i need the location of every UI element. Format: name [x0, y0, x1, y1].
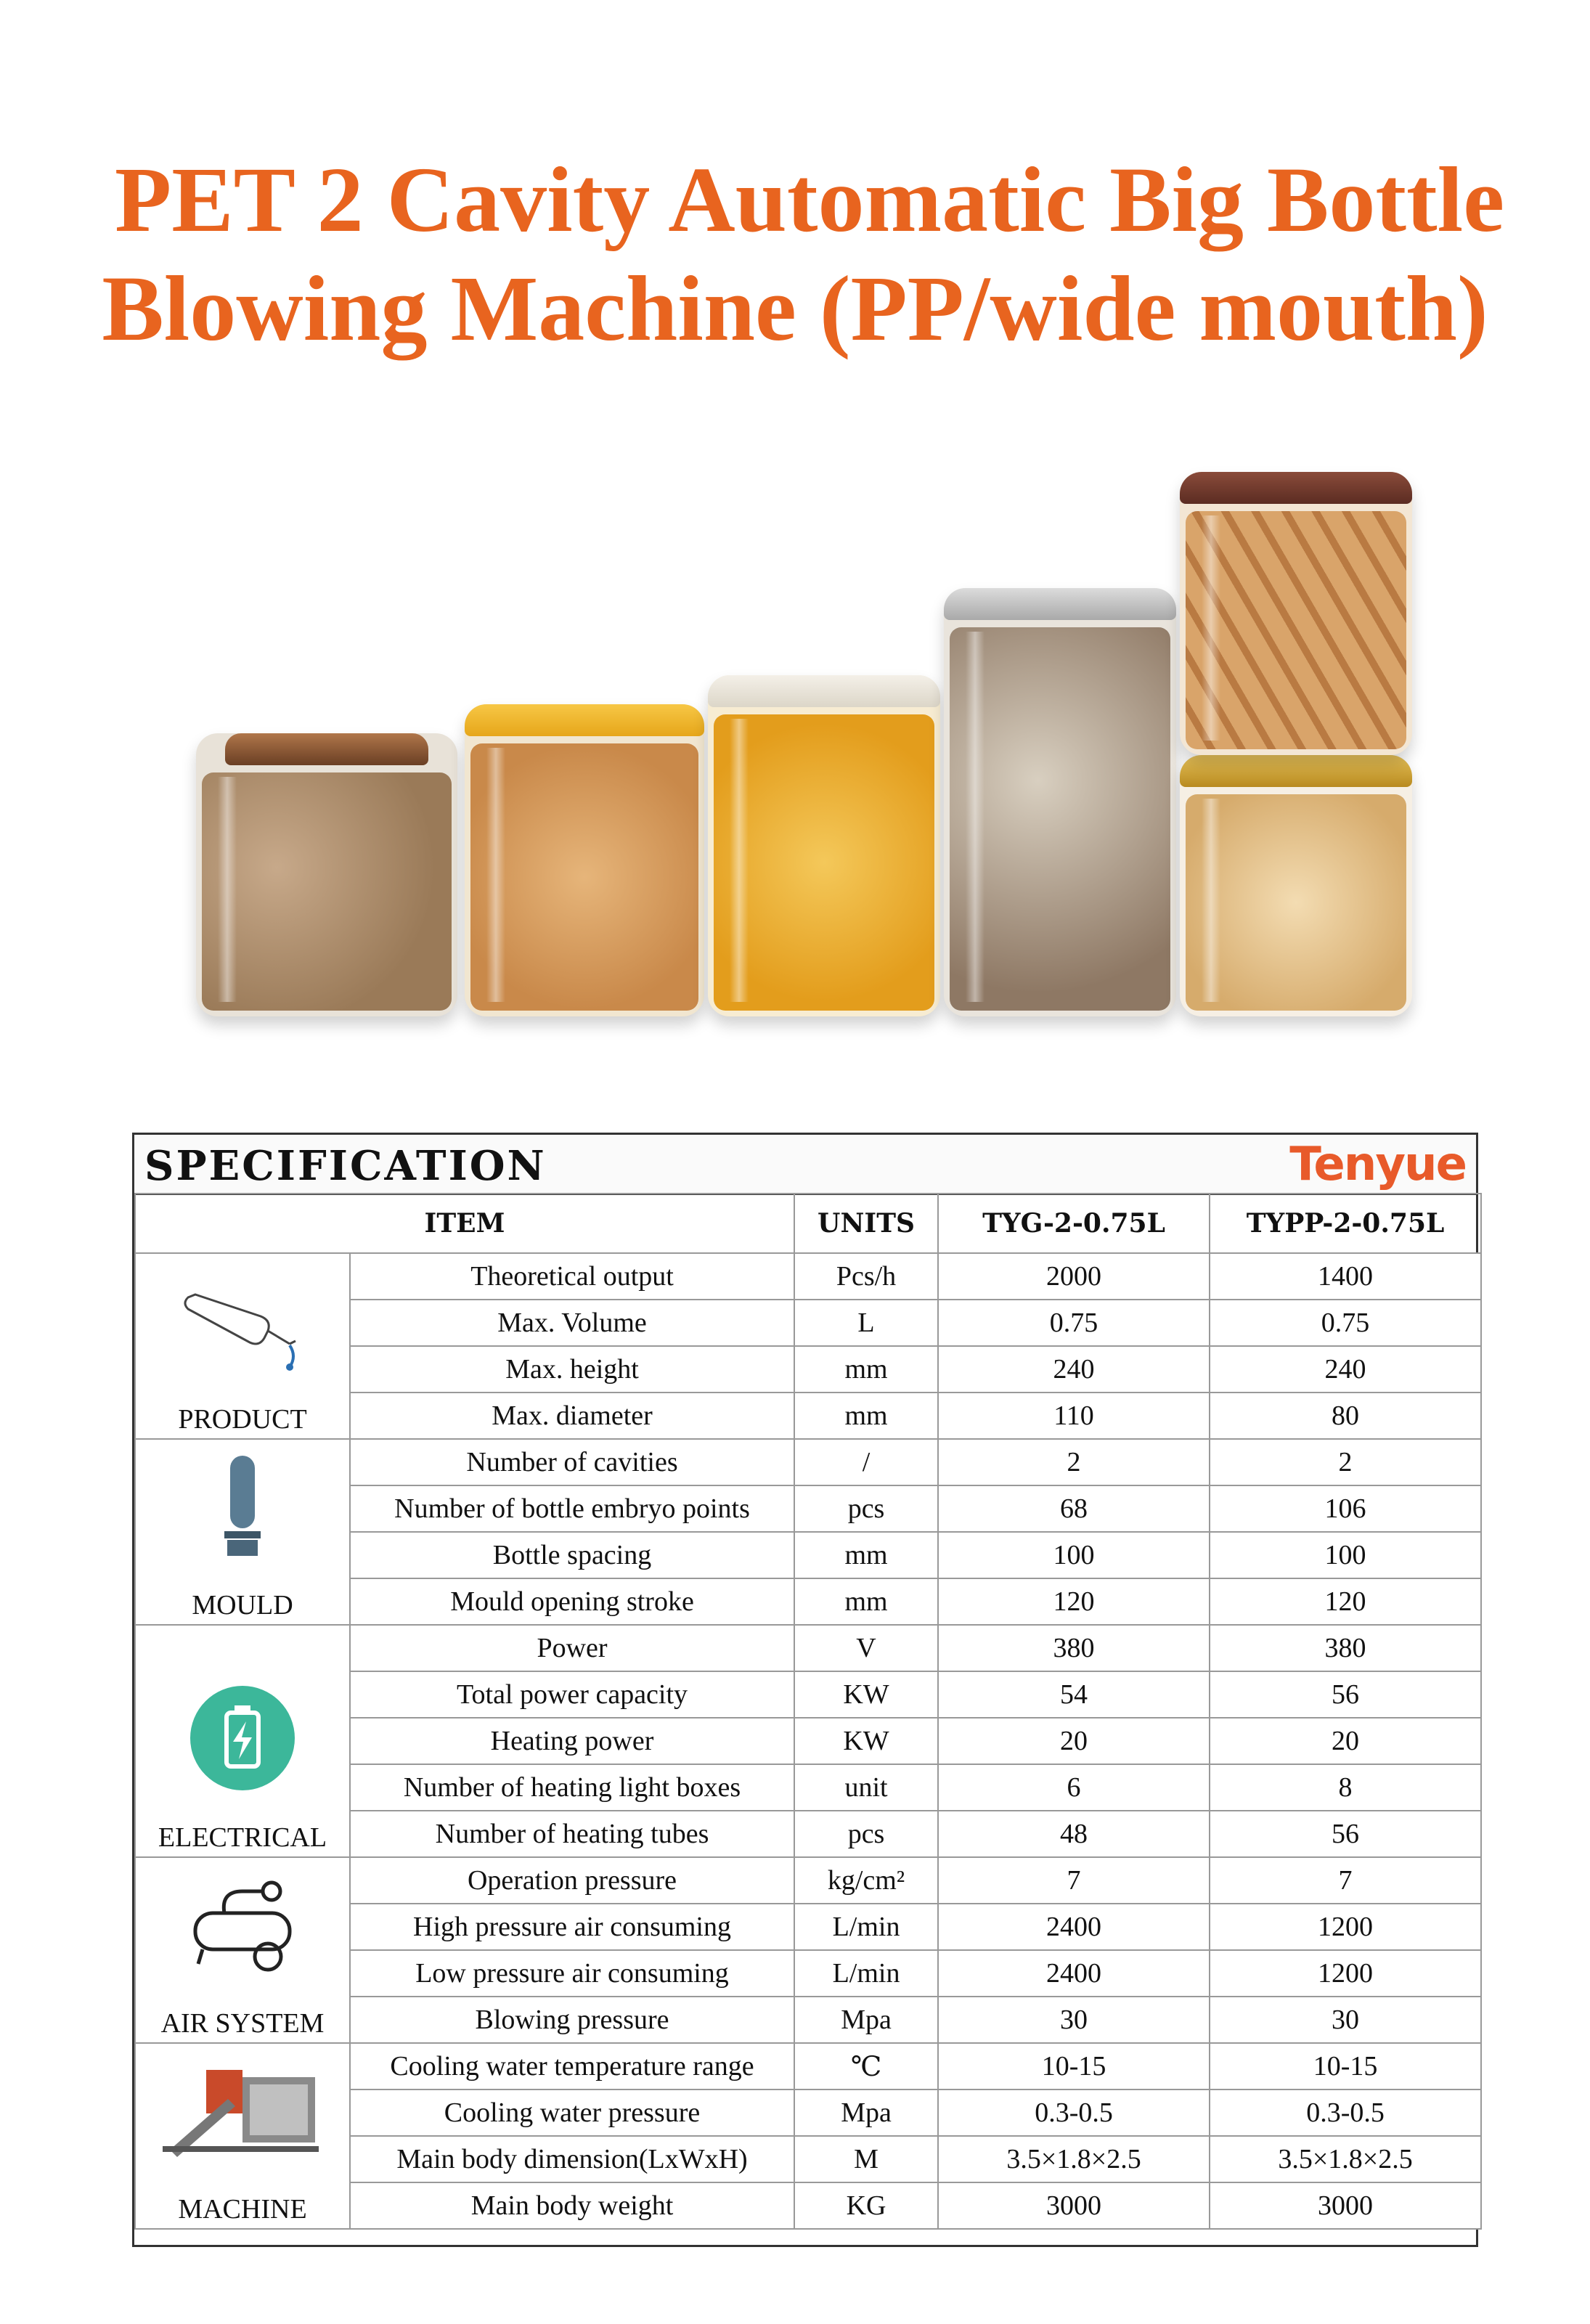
- model-2-value: 120: [1210, 1578, 1481, 1625]
- unit-cell: pcs: [794, 1485, 938, 1532]
- unit-cell: L/min: [794, 1950, 938, 1997]
- item-cell: High pressure air consuming: [350, 1904, 794, 1950]
- item-cell: Operation pressure: [350, 1857, 794, 1904]
- model-2-value: 0.3-0.5: [1210, 2089, 1481, 2136]
- unit-cell: mm: [794, 1346, 938, 1393]
- unit-cell: unit: [794, 1764, 938, 1811]
- unit-cell: KG: [794, 2182, 938, 2229]
- model-1-value: 380: [938, 1625, 1210, 1671]
- item-cell: Bottle spacing: [350, 1532, 794, 1578]
- title-line-2: Blowing Machine (PP/wide mouth): [102, 257, 1488, 360]
- model-1-value: 0.75: [938, 1300, 1210, 1346]
- brand-logo: Tenyue: [1289, 1138, 1466, 1191]
- model-2-value: 3000: [1210, 2182, 1481, 2229]
- model-2-value: 8: [1210, 1764, 1481, 1811]
- jar-pasta: [708, 675, 940, 1016]
- category-label: AIR SYSTEM: [160, 2008, 325, 2039]
- item-cell: Number of cavities: [350, 1439, 794, 1485]
- model-1-value: 2000: [938, 1253, 1210, 1300]
- model-1-value: 7: [938, 1857, 1210, 1904]
- category-cell: [135, 1625, 350, 1857]
- item-cell: Heating power: [350, 1718, 794, 1764]
- unit-cell: mm: [794, 1578, 938, 1625]
- model-1-value: 48: [938, 1811, 1210, 1857]
- unit-cell: V: [794, 1625, 938, 1671]
- table-row: [135, 1857, 1481, 1904]
- item-cell: Total power capacity: [350, 1671, 794, 1718]
- model-2-value: 3.5×1.8×2.5: [1210, 2136, 1481, 2182]
- header-model-2: TYPP-2-0.75L: [1210, 1194, 1481, 1253]
- jar-biscuits: [1180, 755, 1412, 1016]
- model-2-value: 380: [1210, 1625, 1481, 1671]
- specification-table: [132, 1133, 1478, 2247]
- model-1-value: 120: [938, 1578, 1210, 1625]
- model-2-value: 0.75: [1210, 1300, 1481, 1346]
- table-row: [135, 1625, 1481, 1671]
- air-compressor-icon: [136, 1870, 349, 1986]
- model-2-value: 20: [1210, 1718, 1481, 1764]
- unit-cell: kg/cm²: [794, 1857, 938, 1904]
- category-cell: [135, 1857, 350, 2043]
- model-1-value: 10-15: [938, 2043, 1210, 2089]
- unit-cell: mm: [794, 1532, 938, 1578]
- category-cell: [135, 1439, 350, 1625]
- unit-cell: /: [794, 1439, 938, 1485]
- model-1-value: 68: [938, 1485, 1210, 1532]
- item-cell: Number of heating tubes: [350, 1811, 794, 1857]
- item-cell: Max. diameter: [350, 1393, 794, 1439]
- page-title: [0, 145, 1590, 363]
- model-1-value: 3.5×1.8×2.5: [938, 2136, 1210, 2182]
- model-2-value: 7: [1210, 1857, 1481, 1904]
- unit-cell: Mpa: [794, 2089, 938, 2136]
- table-row: [135, 1253, 1481, 1300]
- jar-cereal-rings: [465, 704, 704, 1016]
- model-1-value: 240: [938, 1346, 1210, 1393]
- spec-grid: [134, 1193, 1482, 2230]
- bottle-icon: [136, 1265, 349, 1382]
- model-2-value: 80: [1210, 1393, 1481, 1439]
- unit-cell: M: [794, 2136, 938, 2182]
- model-2-value: 100: [1210, 1532, 1481, 1578]
- spec-heading: SPECIFICATION: [144, 1142, 547, 1190]
- category-label: PRODUCT: [178, 1404, 307, 1435]
- model-1-value: 2400: [938, 1904, 1210, 1950]
- model-2-value: 1400: [1210, 1253, 1481, 1300]
- header-item: ITEM: [135, 1194, 794, 1253]
- item-cell: Max. Volume: [350, 1300, 794, 1346]
- category-label: ELECTRICAL: [158, 1822, 327, 1853]
- model-2-value: 240: [1210, 1346, 1481, 1393]
- model-1-value: 20: [938, 1718, 1210, 1764]
- preform-icon: [136, 1451, 349, 1567]
- battery-icon: [136, 1684, 349, 1800]
- machine-icon: [136, 2055, 349, 2172]
- unit-cell: mm: [794, 1393, 938, 1439]
- category-label: MOULD: [192, 1590, 293, 1620]
- header-row: [135, 1194, 1481, 1253]
- unit-cell: ℃: [794, 2043, 938, 2089]
- unit-cell: Mpa: [794, 1997, 938, 2043]
- unit-cell: L/min: [794, 1904, 938, 1950]
- model-2-value: 1200: [1210, 1950, 1481, 1997]
- unit-cell: L: [794, 1300, 938, 1346]
- model-1-value: 110: [938, 1393, 1210, 1439]
- title-line-1: PET 2 Cavity Automatic Big Bottle: [115, 148, 1504, 251]
- item-cell: Power: [350, 1625, 794, 1671]
- model-1-value: 0.3-0.5: [938, 2089, 1210, 2136]
- model-2-value: 2: [1210, 1439, 1481, 1485]
- model-2-value: 106: [1210, 1485, 1481, 1532]
- item-cell: Number of heating light boxes: [350, 1764, 794, 1811]
- jar-wafer-rolls: [1180, 472, 1412, 755]
- item-cell: Main body dimension(LxWxH): [350, 2136, 794, 2182]
- category-cell: [135, 2043, 350, 2229]
- model-1-value: 3000: [938, 2182, 1210, 2229]
- item-cell: Blowing pressure: [350, 1997, 794, 2043]
- item-cell: Max. height: [350, 1346, 794, 1393]
- model-1-value: 2400: [938, 1950, 1210, 1997]
- unit-cell: KW: [794, 1671, 938, 1718]
- item-cell: Mould opening stroke: [350, 1578, 794, 1625]
- unit-cell: pcs: [794, 1811, 938, 1857]
- header-model-1: TYG-2-0.75L: [938, 1194, 1210, 1253]
- product-photo-jars: [196, 450, 1445, 1016]
- header-units: UNITS: [794, 1194, 938, 1253]
- category-label: MACHINE: [178, 2194, 307, 2225]
- model-2-value: 56: [1210, 1811, 1481, 1857]
- model-2-value: 1200: [1210, 1904, 1481, 1950]
- model-2-value: 56: [1210, 1671, 1481, 1718]
- unit-cell: Pcs/h: [794, 1253, 938, 1300]
- item-cell: Cooling water pressure: [350, 2089, 794, 2136]
- model-1-value: 100: [938, 1532, 1210, 1578]
- model-1-value: 6: [938, 1764, 1210, 1811]
- item-cell: Low pressure air consuming: [350, 1950, 794, 1997]
- item-cell: Main body weight: [350, 2182, 794, 2229]
- jar-rice-beans: [944, 588, 1176, 1016]
- item-cell: Theoretical output: [350, 1253, 794, 1300]
- unit-cell: KW: [794, 1718, 938, 1764]
- model-1-value: 30: [938, 1997, 1210, 2043]
- item-cell: Number of bottle embryo points: [350, 1485, 794, 1532]
- model-2-value: 10-15: [1210, 2043, 1481, 2089]
- table-row: [135, 1439, 1481, 1485]
- model-2-value: 30: [1210, 1997, 1481, 2043]
- model-1-value: 2: [938, 1439, 1210, 1485]
- spec-header: [134, 1135, 1476, 1195]
- model-1-value: 54: [938, 1671, 1210, 1718]
- item-cell: Cooling water temperature range: [350, 2043, 794, 2089]
- category-cell: [135, 1253, 350, 1439]
- table-row: [135, 2043, 1481, 2089]
- jar-pistachios: [196, 733, 457, 1016]
